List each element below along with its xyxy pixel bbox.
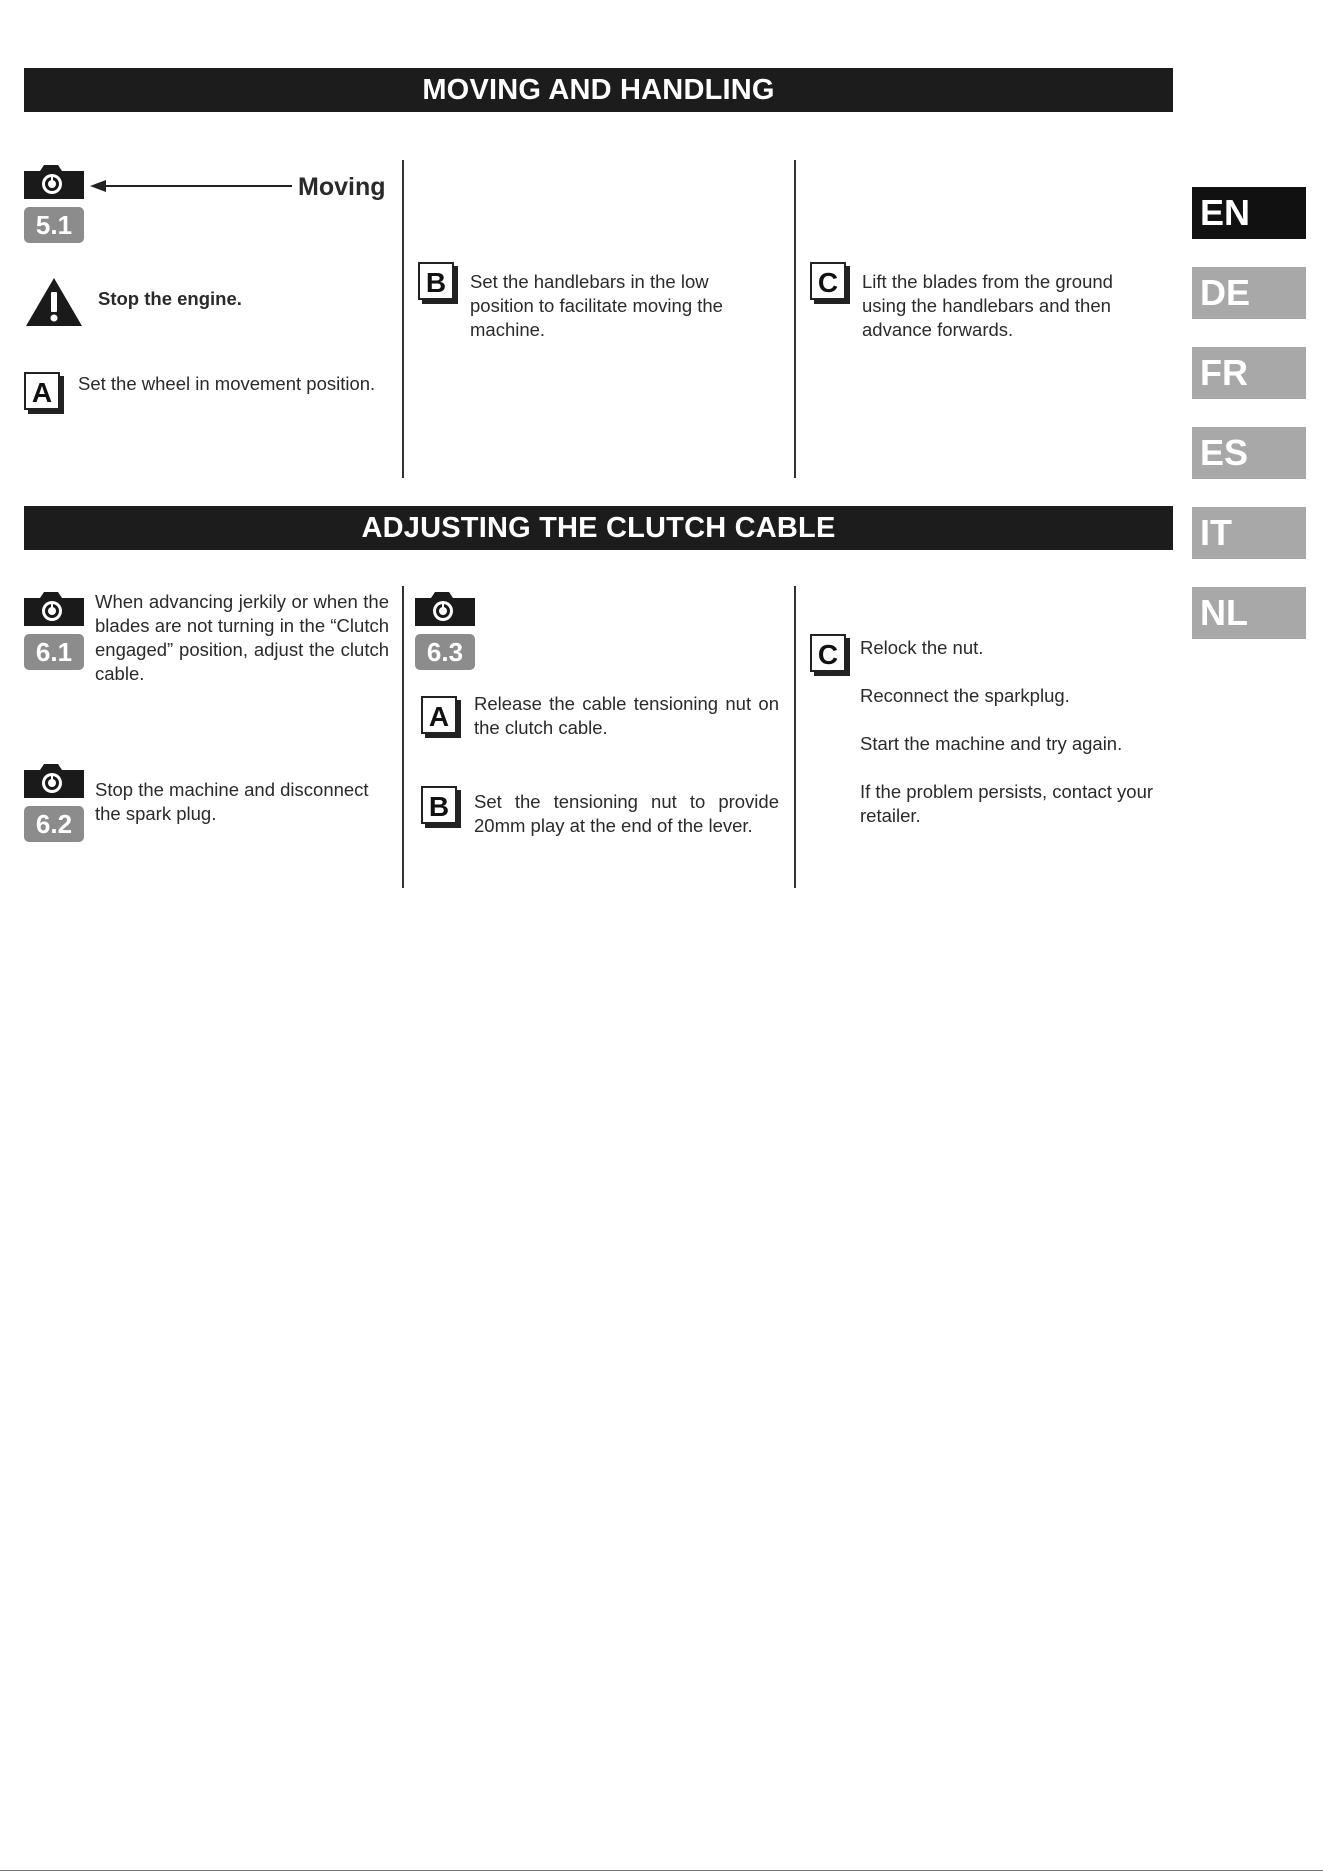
note-text: Reconnect the sparkplug. bbox=[860, 685, 1070, 706]
camera-icon bbox=[24, 762, 84, 798]
warning-icon bbox=[24, 276, 84, 328]
note-text: If the problem persists, contact your retailer. bbox=[860, 781, 1154, 826]
step-text-c: Lift the blades from the ground using the handlebars and then advance forwards. bbox=[862, 271, 1113, 340]
section-title-moving: MOVING AND HANDLING bbox=[24, 68, 1173, 112]
step-text-c: Relock the nut. bbox=[860, 637, 984, 658]
language-tab-de[interactable]: DE bbox=[1192, 267, 1306, 319]
arrow-left-icon bbox=[90, 176, 292, 196]
figure-text-6-2: Stop the machine and disconnect the spark plug. bbox=[95, 779, 369, 824]
figure-badge-5-1: 5.1 bbox=[24, 207, 84, 243]
step-letter-c: C bbox=[810, 634, 846, 672]
step-text-b: Set the handlebars in the low position to facilitate moving the machine. bbox=[470, 271, 723, 340]
figure-badge-6-2: 6.2 bbox=[24, 806, 84, 842]
figure-badge-6-1: 6.1 bbox=[24, 634, 84, 670]
language-tab-es[interactable]: ES bbox=[1192, 427, 1306, 479]
step-text-a: Set the wheel in movement position. bbox=[78, 373, 376, 394]
page-bottom-rule bbox=[0, 1870, 1323, 1871]
step-letter-a: A bbox=[24, 372, 60, 410]
section-title-clutch: ADJUSTING THE CLUTCH CABLE bbox=[24, 506, 1173, 550]
column-divider bbox=[402, 586, 404, 888]
figure-badge-6-3: 6.3 bbox=[415, 634, 475, 670]
column-divider bbox=[794, 586, 796, 888]
camera-icon bbox=[24, 590, 84, 626]
step-text-b: Set the tensioning nut to provide 20mm play at the end of the lever. bbox=[474, 791, 779, 836]
step-letter-b: B bbox=[421, 786, 457, 824]
step-letter-b: B bbox=[418, 262, 454, 300]
column-divider bbox=[402, 160, 404, 478]
language-tab-fr[interactable]: FR bbox=[1192, 347, 1306, 399]
camera-icon bbox=[415, 590, 475, 626]
step-letter-a: A bbox=[421, 696, 457, 734]
column-divider bbox=[794, 160, 796, 478]
warning-text: Stop the engine. bbox=[98, 288, 242, 309]
step-text-a: Release the cable tensioning nut on the clutch cable. bbox=[474, 693, 779, 738]
figure-text-6-1: When advancing jerkily or when the blades are not turning in the “Clutch engaged” position, adjust the clutch cable. bbox=[95, 591, 389, 684]
language-tab-en[interactable]: EN bbox=[1192, 187, 1306, 239]
language-tab-it[interactable]: IT bbox=[1192, 507, 1306, 559]
step-letter-c: C bbox=[810, 262, 846, 300]
camera-icon bbox=[24, 163, 84, 199]
note-text: Start the machine and try again. bbox=[860, 733, 1123, 754]
moving-label: Moving bbox=[298, 173, 386, 201]
language-tab-nl[interactable]: NL bbox=[1192, 587, 1306, 639]
